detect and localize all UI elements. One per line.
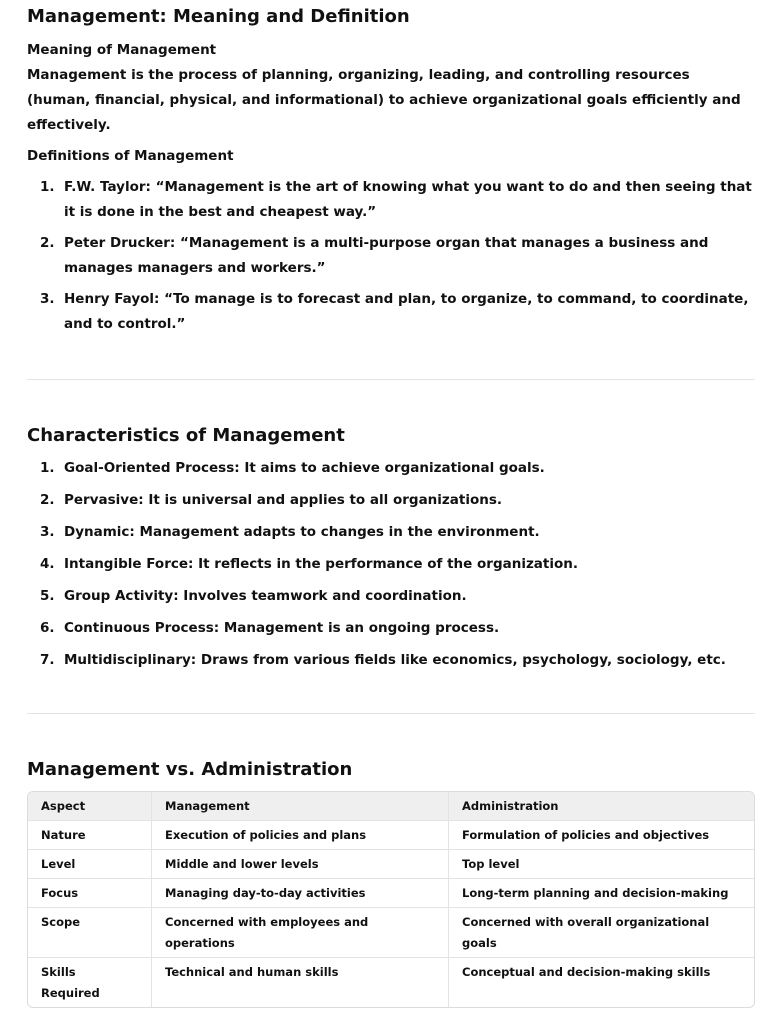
definitions-heading: Definitions of Management	[27, 148, 234, 164]
characteristic-text: Goal-Oriented Process: It aims to achieve organizational goals.	[64, 460, 545, 476]
characteristic-item	[27, 520, 755, 545]
definitions-list	[27, 175, 755, 337]
section-title-characteristics: Characteristics of Management	[27, 425, 345, 446]
definition-text: Peter Drucker: “Management is a multi-purpose organ that manages a business and manages managers and workers.”	[64, 235, 709, 276]
list-number: 2.	[40, 492, 55, 508]
table-row	[28, 908, 754, 958]
characteristic-item	[27, 648, 755, 673]
characteristics-list	[27, 456, 755, 673]
column-header-management: Management	[152, 792, 449, 821]
table-cell: Managing day-to-day activities	[152, 879, 449, 908]
list-number: 5.	[40, 588, 55, 604]
characteristic-item	[27, 488, 755, 513]
table-cell: Skills Required	[28, 958, 152, 1007]
definition-text: Henry Fayol: “To manage is to forecast and plan, to organize, to command, to coordinate, and to control.”	[64, 291, 749, 332]
table-header-row	[28, 792, 754, 821]
definition-item	[27, 287, 755, 337]
column-header-aspect: Aspect	[28, 792, 152, 821]
table-cell: Scope	[28, 908, 152, 958]
table-cell: Technical and human skills	[152, 958, 449, 1007]
table-row	[28, 850, 754, 879]
list-number: 6.	[40, 620, 55, 636]
list-number: 1.	[40, 179, 55, 195]
table-cell: Concerned with overall organizational goals	[449, 908, 754, 958]
list-number: 4.	[40, 556, 55, 572]
list-number: 3.	[40, 524, 55, 540]
table-cell: Long-term planning and decision-making	[449, 879, 754, 908]
list-number: 1.	[40, 460, 55, 476]
table-cell: Focus	[28, 879, 152, 908]
section-title-meaning: Management: Meaning and Definition	[27, 6, 410, 27]
table-cell: Conceptual and decision-making skills	[462, 965, 711, 979]
definition-item	[27, 175, 755, 225]
meaning-heading: Meaning of Management	[27, 42, 217, 58]
table-cell: Top level	[449, 850, 754, 879]
definition-item	[27, 231, 755, 281]
characteristic-text: Dynamic: Management adapts to changes in the environment.	[64, 524, 540, 540]
table-cell: Execution of policies and plans	[152, 821, 449, 850]
characteristic-text: Group Activity: Involves teamwork and coordination.	[64, 588, 467, 604]
column-header-administration: Administration	[449, 792, 754, 821]
table-cell: Concerned with employees and operations	[152, 908, 449, 958]
list-number: 3.	[40, 291, 55, 307]
table-cell: Nature	[28, 821, 152, 850]
table-row	[28, 958, 754, 1007]
characteristic-text: Continuous Process: Management is an ongoing process.	[64, 620, 500, 636]
characteristic-text: Intangible Force: It reflects in the performance of the organization.	[64, 556, 579, 572]
section-title-comparison: Management vs. Administration	[27, 759, 353, 780]
comparison-table	[27, 791, 755, 1008]
table-row	[28, 879, 754, 908]
characteristic-text: Multidisciplinary: Draws from various fields like economics, psychology, sociology, etc.	[64, 652, 726, 668]
characteristic-item	[27, 616, 755, 641]
table-cell: Formulation of policies and objectives	[449, 821, 754, 850]
list-number: 7.	[40, 652, 55, 668]
table-cell: Middle and lower levels	[152, 850, 449, 879]
table-row	[28, 821, 754, 850]
list-number: 2.	[40, 235, 55, 251]
meaning-paragraph: Management is the process of planning, organizing, leading, and controlling resources (human, financial, physical, and informational) to achieve organizational goals efficiently and effectively.	[27, 67, 741, 133]
characteristic-text: Pervasive: It is universal and applies to all organizations.	[64, 492, 503, 508]
section-divider	[27, 713, 755, 714]
characteristic-item	[27, 584, 755, 609]
section-divider	[27, 379, 755, 380]
characteristic-item	[27, 456, 755, 481]
characteristic-item	[27, 552, 755, 577]
definition-text: F.W. Taylor: “Management is the art of knowing what you want to do and then seeing that it is done in the best and cheapest way.”	[64, 179, 752, 220]
table-cell: Level	[28, 850, 152, 879]
